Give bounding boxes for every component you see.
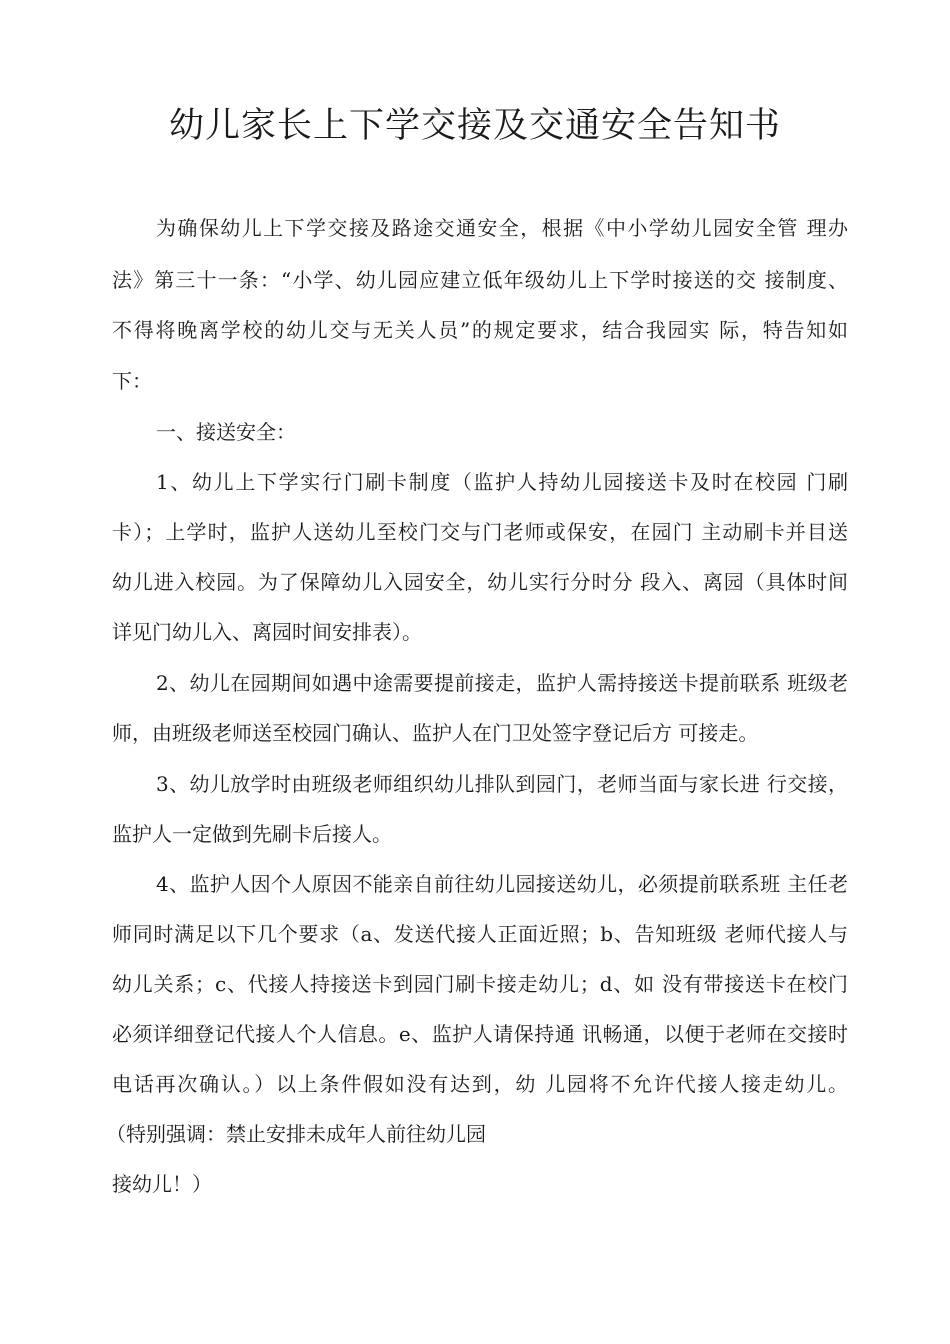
- paragraph-line: 法》第三十一条：“小学、幼儿园应建立低年级幼儿上下学时接送的交 接制度、: [112, 268, 848, 292]
- paragraph-line: 师，由班级老师送至校园门确认、监护人在门卫处签字登记后方 可接走。: [112, 721, 759, 745]
- paragraph-line: 卡）；上学时，监护人送幼儿至校门交与门老师或保安，在园门 主动刷卡并目送: [112, 520, 848, 544]
- paragraph-line: 接幼儿！）: [112, 1172, 212, 1196]
- paragraph-line: 幼儿进入校园。为了保障幼儿入园安全，幼儿实行分时分 段入、离园（具体时间: [112, 570, 848, 594]
- section-heading: 一、接送安全：: [156, 420, 296, 444]
- paragraph-line: 为确保幼儿上下学交接及路途交通安全，根据《中小学幼儿园安全管 理办: [156, 216, 848, 240]
- paragraph-line: 电话再次确认。）以上条件假如没有达到，幼 儿园将不允许代接人接走幼儿。: [112, 1072, 848, 1096]
- paragraph-line: 幼儿关系；c、代接人持接送卡到园门刷卡接走幼儿；d、如 没有带接送卡在校门: [112, 972, 848, 996]
- paragraph-line: 不得将晚离学校的幼儿交与无关人员”的规定要求，结合我园实 际，特告知如: [112, 318, 848, 342]
- paragraph-line: 3、幼儿放学时由班级老师组织幼儿排队到园门，老师当面与家长进 行交接，: [156, 772, 848, 796]
- paragraph-line: 师同时满足以下几个要求（a、发送代接人正面近照；b、告知班级 老师代接人与: [112, 922, 848, 946]
- paragraph-line: 2、幼儿在园期间如遇中途需要提前接走，监护人需持接送卡提前联系 班级老: [156, 671, 848, 695]
- paragraph-line: 下：: [112, 369, 152, 393]
- paragraph-line: 必须详细登记代接人个人信息。e、监护人请保持通 讯畅通，以便于老师在交接时: [112, 1022, 848, 1046]
- paragraph-line: （特别强调：禁止安排未成年人前往幼儿园: [106, 1122, 486, 1146]
- paragraph-line: 详见门幼儿入、离园时间安排表）。: [112, 620, 422, 644]
- paragraph-line: 1、幼儿上下学实行门刷卡制度（监护人持幼儿园接送卡及时在校园 门刷: [156, 470, 848, 494]
- paragraph-line: 监护人一定做到先刷卡后接人。: [112, 822, 392, 846]
- paragraph-line: 4、监护人因个人原因不能亲自前往幼儿园接送幼儿，必须提前联系班 主任老: [156, 872, 848, 896]
- document-title: 幼儿家长上下学交接及交通安全告知书: [168, 106, 781, 146]
